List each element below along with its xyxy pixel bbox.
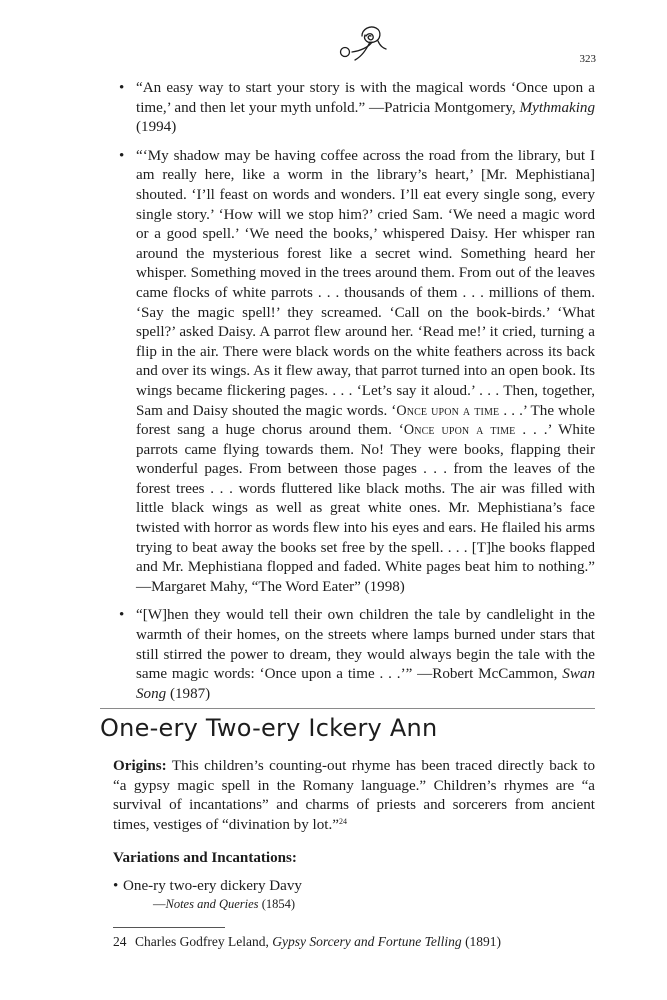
quote-mahy: • “‘My shadow may be having coffee across the road from the library, but I am really here, like a worm in the library’s heart,’ [Mr. Mephistiana] shouted. ‘I’ll feast on words and wonders. I’ll eat every single song, every single story.’ ‘How will we stop him?’ cried Sam. ‘We need a magic word or a good spell.’ ‘We need the books,’ whispered Daisy. Her whisper ran around the mysterious forest like a secret wind. Something heard her whisper. Something moved in the trees around them. From out of the leaves came flocks of white parrots . . . thousands of them . . . millions of them. ‘Say the magic spell!’ they screamed. ‘Call on the book-birds.’ ‘What spell?’ asked Daisy. A parrot flew around her. ‘Read me!’ it cried, turning a flip in the air. There were black words on the white feathers across its back and over its wings. As it flew away, that parrot turned into an open book. Its wings became flickering pages. . . . ‘Let’s say it aloud.’ . . . Then, together, Sam and Daisy shouted the magic words. ‘Once upon a time . . .’ The whole forest sang a huge chorus around them. ‘Once upon a time . . .’ White parrots came flying towards them. No! They were books, flapping their wonderful pages. From between those pages . . . from the leaves of the forest trees . . . words fluttered like black moths. The air was filled with little black wings as well as great white ones. Mr. Mephistiana’s face twisted with horror as words flew into his eyes and ears. He flailed his arms trying to beat away the books set free by the spell. . . . [T]he books flapped and Mr. Mephistiana flopped and faded. White pages beat him to nothing.” —Margaret Mahy, “The Word Eater” (1998) [113, 147, 595, 598]
variations-heading: Variations and Incantations: [113, 850, 297, 867]
quote-mccammon: • “[W]hen they would tell their own children the tale by candlelight in the warmth of their homes, on the streets where lamps burned under stars that still stirred the power to dream, they would always begin the tale with the same magic words: ‘Once upon a time . . .’” —Robert McCammon, Swan Song (1987) [113, 606, 595, 704]
quote-source-title: Mythmaking [519, 99, 595, 116]
footnote-book-title: Gypsy Sorcery and Fortune Telling [272, 934, 462, 949]
page-number: 323 [579, 53, 596, 65]
footnote-number: 24 [113, 934, 127, 949]
section-title: One-ery Two-ery Ickery Ann [100, 714, 438, 742]
small-caps-phrase: Once upon a time [403, 422, 516, 439]
origins-paragraph: Origins: This children’s counting-out rhyme has been traced directly back to “a gypsy magic spell in the Romany language.” Children’s rhymes are “a survival of incantations” and charms of priests and sorcerers from ancient times, vestiges of “divination by lot.”$^{24}$ [113, 758, 595, 833]
variation-source: —Notes and Queries (1854) [153, 896, 296, 911]
small-caps-phrase: Once upon a time [396, 402, 500, 419]
footnote: 24 Charles Godfrey Leland, Gypsy Sorcery and Fortune Telling (1891) [113, 934, 502, 949]
footnote-reference: 24 [338, 816, 347, 826]
variation-item: • One-ry two-ery dickery Davy [113, 877, 595, 897]
spiral-ornament-icon [336, 22, 388, 64]
section-body [113, 757, 595, 912]
quote-list [113, 79, 595, 713]
quote-source-title: Swan Song [136, 666, 595, 702]
section-divider [100, 708, 595, 709]
quote-montgomery: • “An easy way to start your story is with the magical words ‘Once upon a time,’ and then let your myth unfold.” —Patricia Montgomery, Mythmaking (1994) [113, 79, 595, 138]
origins-label: Origins: [113, 758, 167, 774]
footnote-divider [113, 927, 225, 928]
